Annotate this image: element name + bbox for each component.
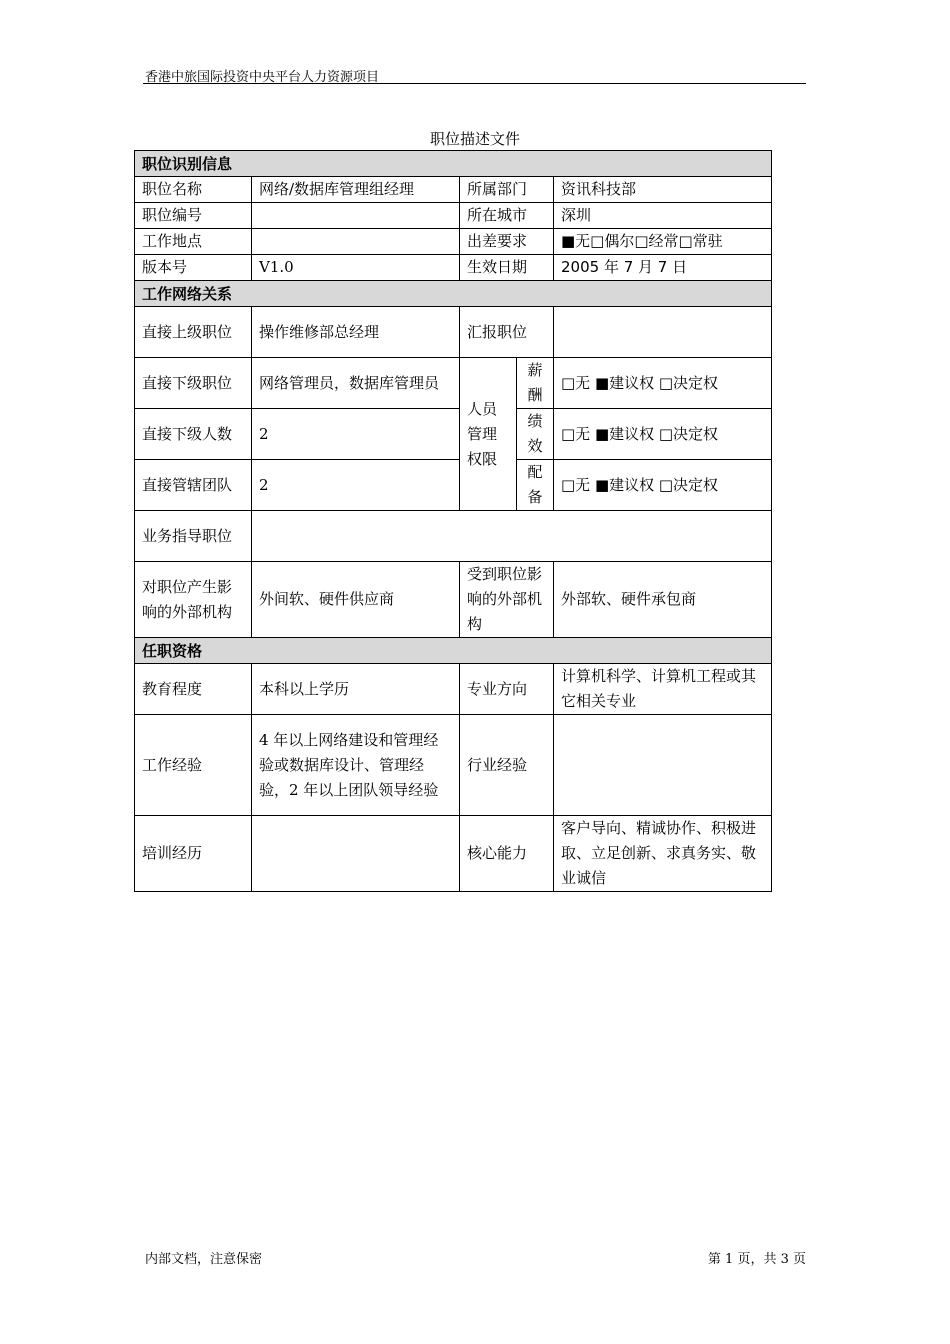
table-row [135,229,772,255]
training-value [252,816,460,892]
travel-label: 出差要求 [460,229,554,255]
performance-label: 绩效 [517,409,554,460]
salary-authority: □无 ■建议权 □决定权 [554,358,772,409]
table-row [135,177,772,203]
position-code-value [252,203,460,229]
location-value [252,229,460,255]
major-value: 计算机科学、计算机工程或其它相关专业 [554,664,772,715]
report-value [554,307,772,358]
core-value: 客户导向、精诚协作、积极进取、立足创新、求真务实、敬业诚信 [554,816,772,892]
table-row [135,715,772,816]
department-label: 所属部门 [460,177,554,203]
sub-count-value: 2 [252,409,460,460]
core-label: 核心能力 [460,816,554,892]
section-title-identity: 职位识别信息 [135,151,772,177]
team-value: 2 [252,460,460,511]
training-label: 培训经历 [135,816,252,892]
superior-label: 直接上级职位 [135,307,252,358]
experience-label: 工作经验 [135,715,252,816]
table-row [135,460,772,511]
industry-label: 行业经验 [460,715,554,816]
influenced-label: 受到职位影响的外部机构 [460,562,554,638]
experience-value: 4 年以上网络建设和管理经验或数据库设计、管理经验，2 年以上团队领导经验 [252,715,460,816]
table-row [135,358,772,409]
guidance-value [252,511,772,562]
section-title-network: 工作网络关系 [135,281,772,307]
department-value: 资讯科技部 [554,177,772,203]
table-row [135,307,772,358]
report-label: 汇报职位 [460,307,554,358]
staffing-label: 配备 [517,460,554,511]
staffing-authority: □无 ■建议权 □决定权 [554,460,772,511]
section-row-qualification [135,638,772,664]
guidance-label: 业务指导职位 [135,511,252,562]
sub-count-label: 直接下级人数 [135,409,252,460]
effective-date-label: 生效日期 [460,255,554,281]
section-row-identity [135,151,772,177]
subordinate-value: 网络管理员，数据库管理员 [252,358,460,409]
table-row [135,203,772,229]
location-label: 工作地点 [135,229,252,255]
footer-confidential: 内部文档，注意保密 [145,1252,263,1267]
performance-authority: □无 ■建议权 □决定权 [554,409,772,460]
education-value: 本科以上学历 [252,664,460,715]
table-row [135,255,772,281]
subordinate-label: 直接下级职位 [135,358,252,409]
table-row [135,409,772,460]
version-value: V1.0 [252,255,460,281]
team-label: 直接管辖团队 [135,460,252,511]
position-name-label: 职位名称 [135,177,252,203]
travel-value: ■无□偶尔□经常□常驻 [554,229,772,255]
city-label: 所在城市 [460,203,554,229]
document-title: 职位描述文件 [429,130,520,148]
section-row-network [135,281,772,307]
authority-label: 人员管理权限 [460,358,517,511]
table-row [135,816,772,892]
header-project-name: 香港中旅国际投资中央平台人力资源项目 [145,70,380,85]
effective-date-value: 2005 年 7 月 7 日 [554,255,772,281]
influenced-value: 外部软、硬件承包商 [554,562,772,638]
table-row [135,664,772,715]
industry-value [554,715,772,816]
header-rule [143,83,806,84]
version-label: 版本号 [135,255,252,281]
city-value: 深圳 [554,203,772,229]
external-influence-label: 对职位产生影响的外部机构 [135,562,252,638]
major-label: 专业方向 [460,664,554,715]
job-description-table [134,150,772,892]
superior-value: 操作维修部总经理 [252,307,460,358]
table-row [135,562,772,638]
position-name-value: 网络/数据库管理组经理 [252,177,460,203]
section-title-qualification: 任职资格 [135,638,772,664]
footer-page-number: 第 1 页，共 3 页 [707,1252,806,1267]
external-influence-value: 外间软、硬件供应商 [252,562,460,638]
position-code-label: 职位编号 [135,203,252,229]
salary-label: 薪酬 [517,358,554,409]
table-row [135,511,772,562]
education-label: 教育程度 [135,664,252,715]
